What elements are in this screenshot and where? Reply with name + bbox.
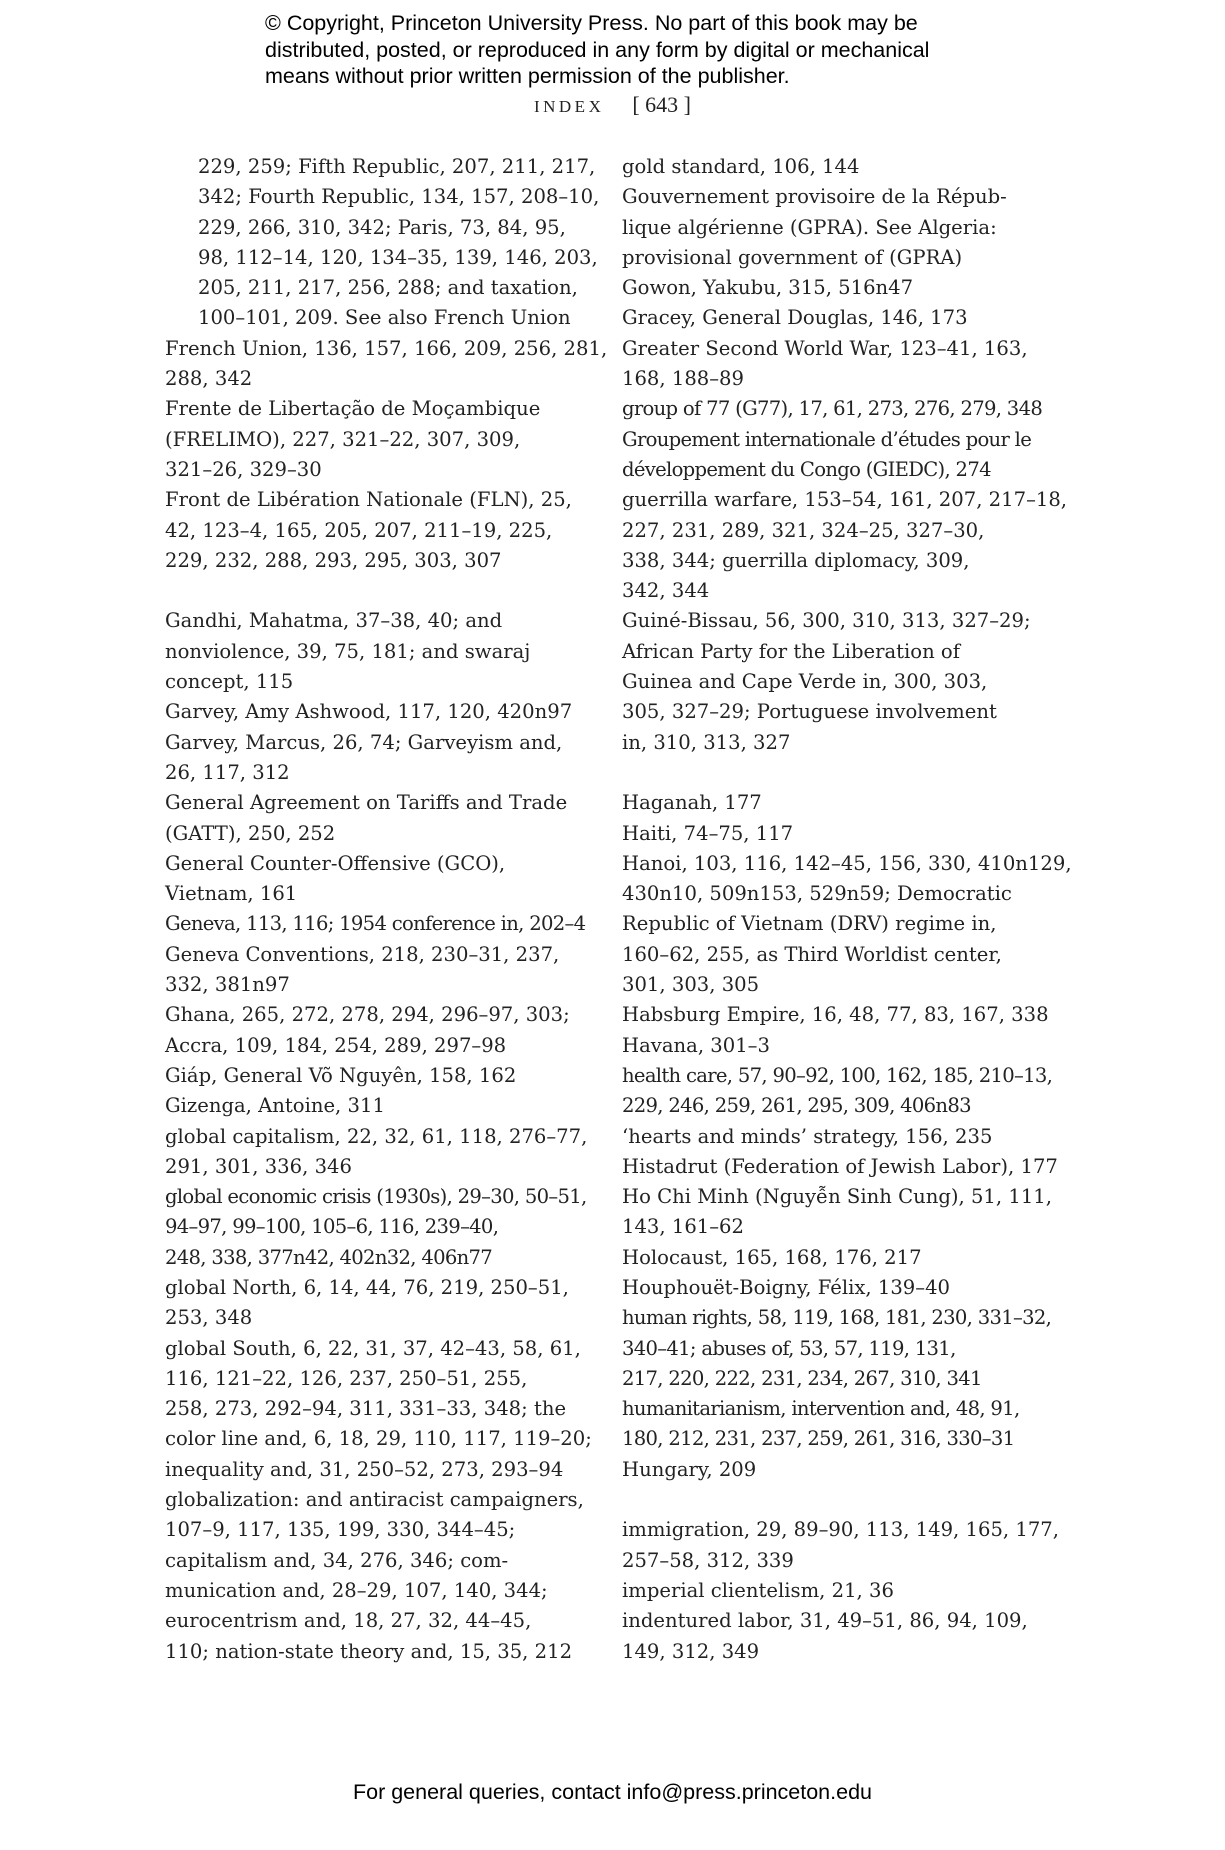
- entry-line: Garvey, Amy Ashwood, 117, 120, 420n97: [165, 700, 573, 724]
- entry-line: 338, 344; guerrilla diplomacy, 309,: [622, 548, 970, 572]
- entry-line: 168, 188–89: [622, 367, 744, 391]
- index-entry: [622, 485, 1068, 606]
- index-entry: [622, 303, 1042, 333]
- index-entry: [622, 606, 1042, 757]
- entry-line: Habsburg Empire, 16, 48, 77, 83, 167, 338: [622, 1003, 1049, 1027]
- index-entry: [165, 849, 595, 910]
- index-entry: [165, 788, 595, 849]
- entry-line: provisional government of (GPRA): [622, 245, 963, 269]
- index-entry-continued: [165, 152, 600, 334]
- entry-line: in, 310, 313, 327: [622, 730, 791, 754]
- entry-line: 107–9, 117, 135, 199, 330, 344–45;: [165, 1518, 516, 1542]
- entry-line: 217, 220, 222, 231, 234, 267, 310, 341: [622, 1366, 982, 1390]
- entry-line: globalization: and antiracist campaigners,: [165, 1488, 584, 1512]
- entry-line: Groupement internationale d’études pour le: [622, 427, 1032, 451]
- entry-line: 248, 338, 377n42, 402n32, 406n77: [165, 1245, 493, 1269]
- index-entry: [622, 819, 1042, 849]
- index-entry: [622, 1394, 1042, 1455]
- entry-line: 321–26, 329–30: [165, 457, 322, 481]
- entry-line: 253, 348: [165, 1306, 253, 1330]
- index-entry: [165, 697, 595, 727]
- entry-line: global economic crisis (1930s), 29–30, 50–51,: [165, 1185, 587, 1209]
- entry-line: Gizenga, Antoine, 311: [165, 1094, 385, 1118]
- index-entry: [622, 788, 1042, 818]
- index-entry: [622, 1455, 1042, 1485]
- entry-line: 229, 232, 288, 293, 295, 303, 307: [165, 548, 502, 572]
- entry-line: 305, 327–29; Portuguese involvement: [622, 700, 997, 724]
- entry-line: 227, 231, 289, 321, 324–25, 327–30,: [622, 518, 985, 542]
- letter-group-gap: [165, 576, 595, 606]
- entry-line: global North, 6, 14, 44, 76, 219, 250–51,: [165, 1275, 569, 1299]
- index-entry: [622, 1031, 1042, 1061]
- index-entry: [165, 1000, 595, 1061]
- entry-line: Guinea and Cape Verde in, 300, 303,: [622, 670, 988, 694]
- entry-line: 100–101, 209. See also French Union: [198, 306, 571, 330]
- entry-line: gold standard, 106, 144: [622, 155, 860, 178]
- index-entry: [622, 1243, 1042, 1273]
- entry-line: Giáp, General Võ Nguyên, 158, 162: [165, 1063, 517, 1087]
- index-entry: [165, 1273, 595, 1334]
- entry-line: Histadrut (Federation of Jewish Labor), 177: [622, 1154, 1058, 1178]
- entry-line: guerrilla warfare, 153–54, 161, 207, 217–18,: [622, 488, 1068, 512]
- index-entry: [165, 728, 595, 789]
- index-entry: [622, 1122, 1042, 1152]
- section-label: INDEX: [533, 97, 605, 116]
- entry-line: 342, 344: [622, 579, 710, 603]
- entry-line: human rights, 58, 119, 168, 181, 230, 331–32,: [622, 1306, 1052, 1330]
- entry-line: 291, 301, 336, 346: [165, 1154, 352, 1178]
- index-entry: [622, 334, 1042, 395]
- entry-line: développement du Congo (GIEDC), 274: [622, 457, 991, 481]
- entry-line: munication and, 28–29, 107, 140, 344;: [165, 1578, 548, 1602]
- entry-line: 143, 161–62: [622, 1215, 744, 1239]
- running-header: [0, 92, 1225, 118]
- entry-line: health care, 57, 90–92, 100, 162, 185, 210–13,: [622, 1063, 1053, 1087]
- entry-line: General Agreement on Tariffs and Trade: [165, 791, 568, 815]
- footer-contact: For general queries, contact info@press.princeton.edu: [352, 1780, 872, 1804]
- entry-line: Front de Libération Nationale (FLN), 25,: [165, 488, 572, 512]
- index-entry: [622, 1303, 1052, 1394]
- entry-line: 301, 303, 305: [622, 973, 760, 997]
- entry-line: 180, 212, 231, 237, 259, 261, 316, 330–31: [622, 1427, 1015, 1451]
- entry-line: Garvey, Marcus, 26, 74; Garveyism and,: [165, 730, 563, 754]
- entry-line: Vietnam, 161: [165, 882, 298, 906]
- index-column-right: [622, 152, 1072, 1667]
- index-entry: [622, 1576, 1042, 1606]
- entry-line: Frente de Libertação de Moçambique: [165, 397, 541, 421]
- entry-line: African Party for the Liberation of: [622, 639, 960, 663]
- entry-line: immigration, 29, 89–90, 113, 149, 165, 177,: [622, 1518, 1059, 1542]
- index-entry: [622, 1273, 1042, 1303]
- entry-line: Accra, 109, 184, 254, 289, 297–98: [165, 1033, 507, 1057]
- entry-line: global South, 6, 22, 31, 37, 42–43, 58, 61,: [165, 1336, 581, 1360]
- entry-line: Holocaust, 165, 168, 176, 217: [622, 1245, 922, 1269]
- entry-line: color line and, 6, 18, 29, 110, 117, 119–20;: [165, 1427, 592, 1451]
- entry-line: 229, 266, 310, 342; Paris, 73, 84, 95,: [198, 215, 566, 239]
- entry-line: Haiti, 74–75, 117: [622, 821, 794, 845]
- index-column-left: [165, 152, 608, 1667]
- entry-line: indentured labor, 31, 49–51, 86, 94, 109,: [622, 1609, 1028, 1633]
- entry-line: Geneva, 113, 116; 1954 conference in, 202–4: [165, 912, 586, 936]
- entry-line: Haganah, 177: [622, 791, 762, 815]
- entry-line: Hungary, 209: [622, 1457, 757, 1481]
- entry-line: capitalism and, 34, 276, 346; com-: [165, 1548, 509, 1572]
- entry-line: Houphouët-Boigny, Félix, 139–40: [622, 1275, 951, 1299]
- entry-line: 26, 117, 312: [165, 760, 290, 784]
- entry-line: 257–58, 312, 339: [622, 1548, 794, 1572]
- entry-line: 340–41; abuses of, 53, 57, 119, 131,: [622, 1336, 956, 1360]
- entry-line: 332, 381n97: [165, 973, 290, 997]
- index-entry: [622, 1000, 1049, 1030]
- page-number: [ 643 ]: [632, 92, 692, 117]
- index-entry: [622, 273, 1042, 303]
- entry-line: 205, 211, 217, 256, 288; and taxation,: [198, 276, 578, 300]
- entry-line: Greater Second World War, 123–41, 163,: [622, 336, 1028, 360]
- entry-line: 430n10, 509n153, 529n59; Democratic: [622, 882, 1012, 906]
- index-entry: [622, 849, 1072, 1000]
- index-entry: [622, 425, 1042, 486]
- entry-line: Gandhi, Mahatma, 37–38, 40; and: [165, 609, 503, 633]
- index-entry: [165, 394, 595, 485]
- entry-line: concept, 115: [165, 670, 294, 694]
- index-entry: [165, 940, 595, 1001]
- entry-line: Ho Chi Minh (Nguyễn Sinh Cung), 51, 111,: [622, 1185, 1052, 1209]
- entry-line: imperial clientelism, 21, 36: [622, 1578, 894, 1602]
- index-entry: [165, 1061, 595, 1091]
- entry-line: Ghana, 265, 272, 278, 294, 296–97, 303;: [165, 1003, 570, 1027]
- entry-line: (GATT), 250, 252: [165, 821, 336, 845]
- entry-line: Havana, 301–3: [622, 1033, 770, 1057]
- entry-line: 288, 342: [165, 367, 253, 391]
- index-entry: [622, 1182, 1052, 1243]
- entry-line: 160–62, 255, as Third Worldist center,: [622, 942, 1002, 966]
- entry-line: (FRELIMO), 227, 321–22, 307, 309,: [165, 427, 521, 451]
- entry-line: 42, 123–4, 165, 205, 207, 211–19, 225,: [165, 518, 553, 542]
- entry-line: group of 77 (G77), 17, 61, 273, 276, 279, 348: [622, 397, 1043, 421]
- index-entry: [622, 1606, 1042, 1667]
- index-entry: [165, 909, 595, 939]
- letter-group-gap: [622, 1485, 1042, 1515]
- entry-line: global capitalism, 22, 32, 61, 118, 276–77,: [165, 1124, 588, 1148]
- letter-group-gap: [622, 758, 1042, 788]
- copyright-notice: [265, 10, 1025, 90]
- index-entry: [165, 334, 608, 395]
- entry-line: lique algérienne (GPRA). See Algeria:: [622, 215, 997, 239]
- entry-line: ‘hearts and minds’ strategy, 156, 235: [622, 1124, 993, 1148]
- entry-line: Gouvernement provisoire de la Répub-: [622, 185, 1007, 209]
- index-entry: [165, 485, 595, 576]
- index-entry: [622, 1061, 1053, 1122]
- copyright-line: means without prior written permission of the publisher.: [265, 64, 790, 88]
- index-entry: [165, 1485, 595, 1667]
- entry-line: 110; nation-state theory and, 15, 35, 212: [165, 1639, 573, 1663]
- entry-line: 258, 273, 292–94, 311, 331–33, 348; the: [165, 1397, 567, 1421]
- entry-line: humanitarianism, intervention and, 48, 91,: [622, 1397, 1020, 1421]
- index-entry: [622, 394, 1042, 424]
- entry-line: 98, 112–14, 120, 134–35, 139, 146, 203,: [198, 245, 598, 269]
- entry-line: 94–97, 99–100, 105–6, 116, 239–40,: [165, 1215, 499, 1239]
- index-entry: [622, 1152, 1058, 1182]
- index-entry: [622, 1515, 1059, 1576]
- entry-line: General Counter-Offensive (GCO),: [165, 851, 506, 875]
- entry-line: French Union, 136, 157, 166, 209, 256, 281,: [165, 336, 608, 360]
- index-entry: [622, 182, 1042, 273]
- entry-line: nonviolence, 39, 75, 181; and swaraj: [165, 639, 531, 663]
- entry-line: 116, 121–22, 126, 237, 250–51, 255,: [165, 1366, 528, 1390]
- copyright-line: © Copyright, Princeton University Press. No part of this book may be: [265, 11, 918, 35]
- entry-line: 149, 312, 349: [622, 1639, 760, 1663]
- index-entry: [165, 1334, 595, 1485]
- index-entry: [165, 1091, 595, 1121]
- entry-line: Gracey, General Douglas, 146, 173: [622, 306, 968, 330]
- index-entry: [165, 1122, 595, 1183]
- entry-line: Guiné-Bissau, 56, 300, 310, 313, 327–29;: [622, 609, 1031, 633]
- entry-line: Geneva Conventions, 218, 230–31, 237,: [165, 942, 560, 966]
- index-entry: [622, 152, 1042, 182]
- entry-line: inequality and, 31, 250–52, 273, 293–94: [165, 1457, 564, 1481]
- index-entry: [165, 1182, 595, 1273]
- entry-line: Hanoi, 103, 116, 142–45, 156, 330, 410n129,: [622, 851, 1072, 875]
- copyright-line: distributed, posted, or reproduced in any form by digital or mechanical: [265, 37, 930, 62]
- entry-line: eurocentrism and, 18, 27, 32, 44–45,: [165, 1609, 532, 1633]
- index-entry: [165, 606, 595, 697]
- entry-line: 229, 246, 259, 261, 295, 309, 406n83: [622, 1094, 971, 1118]
- entry-line: Republic of Vietnam (DRV) regime in,: [622, 912, 997, 936]
- entry-line: Gowon, Yakubu, 315, 516n47: [622, 276, 914, 300]
- entry-line: 229, 259; Fifth Republic, 207, 211, 217,: [198, 155, 596, 178]
- entry-line: 342; Fourth Republic, 134, 157, 208–10,: [198, 185, 600, 209]
